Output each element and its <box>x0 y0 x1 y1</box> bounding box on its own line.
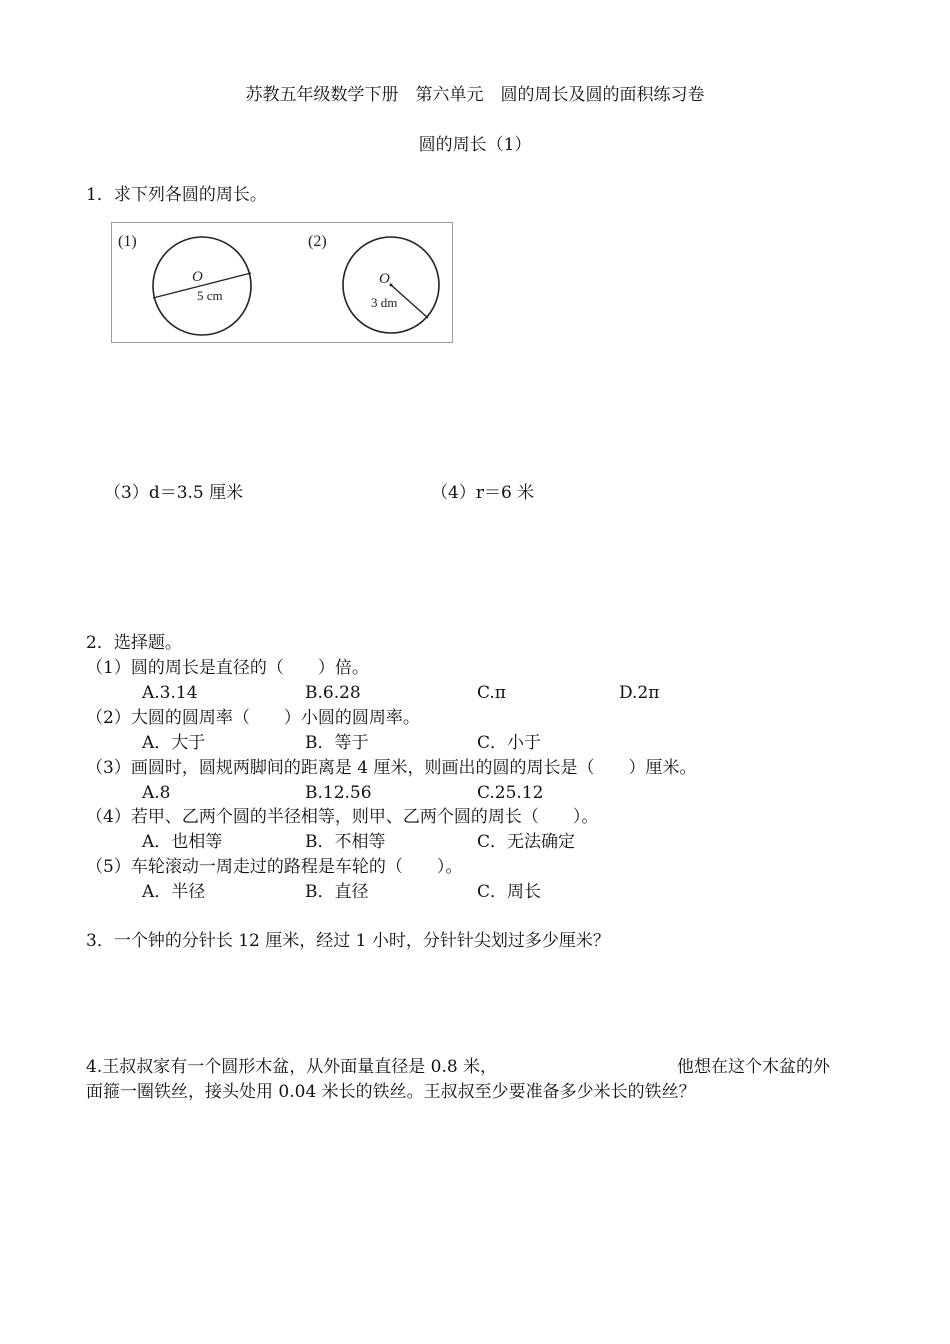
q2-item-1-stem: （1）圆的周长是直径的（ ）倍。 <box>86 658 369 678</box>
figure-2-center-point <box>390 284 393 287</box>
question-4-line-1-part-2: 他想在这个木盆的外 <box>677 1057 830 1077</box>
q2-item-3-option-c: C.25.12 <box>477 783 544 803</box>
q2-item-2-stem: （2）大圆的圆周率（ ）小圆的圆周率。 <box>86 708 420 728</box>
circle-figures-svg <box>112 223 452 342</box>
q2-item-3-stem: （3）画圆时，圆规两脚间的距离是 4 厘米，则画出的圆的周长是（ ）厘米。 <box>86 758 697 778</box>
circle-figures <box>111 222 453 343</box>
page-subtitle: 圆的周长（1） <box>418 135 532 155</box>
q2-item-1-option-a: A.3.14 <box>142 683 198 703</box>
q2-item-4-option-a: A．也相等 <box>142 832 223 852</box>
q2-item-3-option-a: A.8 <box>142 783 171 803</box>
q2-item-4-option-c: C．无法确定 <box>477 832 576 852</box>
q2-item-4-stem: （4）若甲、乙两个圆的半径相等，则甲、乙两个圆的周长（ ）。 <box>86 807 599 827</box>
q2-item-2-option-b: B．等于 <box>305 733 369 753</box>
figure-1-center-label: O <box>192 269 203 285</box>
question-4-line-2: 面箍一圈铁丝，接头处用 0.04 米长的铁丝。王叔叔至少要准备多少米长的铁丝？ <box>86 1082 696 1102</box>
q2-item-4-option-b: B．不相等 <box>305 832 386 852</box>
q2-item-1-option-d: D.2π <box>619 683 660 703</box>
q2-item-1-option-c: C.π <box>477 683 506 703</box>
q2-item-2-option-c: C．小于 <box>477 733 542 753</box>
question-2-prompt: 2．选择题。 <box>86 633 182 653</box>
page-title: 苏教五年级数学下册 第六单元 圆的周长及圆的面积练习卷 <box>245 85 705 105</box>
q2-item-5-option-b: B．直径 <box>305 882 369 902</box>
question-1-item-3: （3）d＝3.5 厘米 <box>104 483 244 503</box>
question-1-item-4: （4）r＝6 米 <box>431 483 535 503</box>
figure-2-measure: 3 dm <box>371 295 398 310</box>
figure-2-center-label: O <box>379 271 390 287</box>
q2-item-2-option-a: A．大于 <box>142 733 206 753</box>
question-4-line-1-part-1: 4.王叔叔家有一个圆形木盆，从外面量直径是 0.8 米， <box>86 1057 498 1077</box>
figure-1-label: (1) <box>118 233 137 250</box>
q2-item-5-stem: （5）车轮滚动一周走过的路程是车轮的（ ）。 <box>86 857 463 877</box>
q2-item-3-option-b: B.12.56 <box>305 783 372 803</box>
question-1-prompt: 1．求下列各圆的周长。 <box>86 185 267 205</box>
q2-item-5-option-a: A．半径 <box>142 882 206 902</box>
q2-item-5-option-c: C．周长 <box>477 882 542 902</box>
question-3-text: 3．一个钟的分针长 12 厘米，经过 1 小时，分针针尖划过多少厘米？ <box>86 931 610 951</box>
figure-1-measure: 5 cm <box>197 288 223 303</box>
figure-2-label: (2) <box>308 233 327 250</box>
q2-item-1-option-b: B.6.28 <box>305 683 361 703</box>
